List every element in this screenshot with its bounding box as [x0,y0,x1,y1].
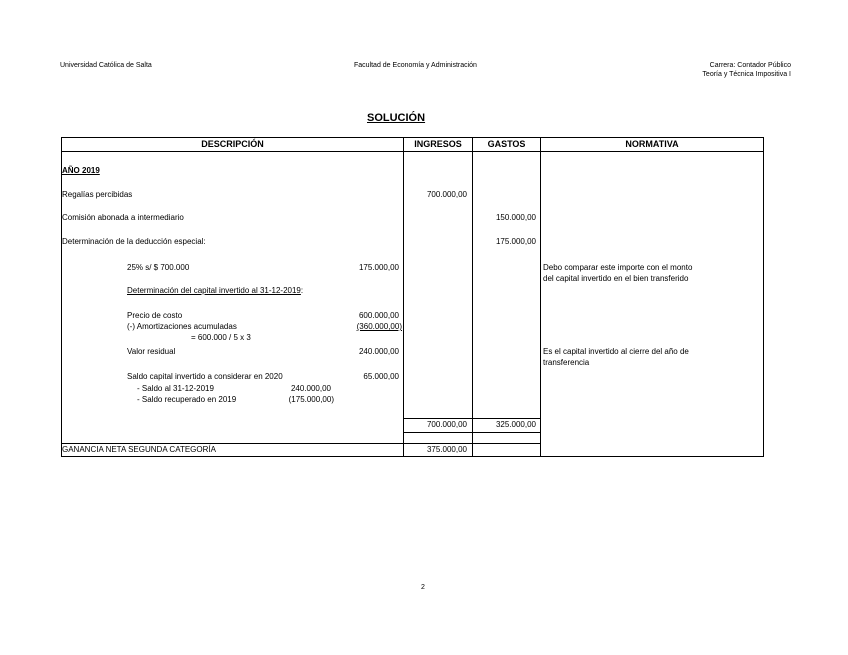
ganancia-ingresos: 375.000,00 [426,445,467,454]
ganancia-top-line [403,443,541,444]
capital-subtitle-text: Determinación del capital invertido al 31-12-2019 [127,286,301,295]
total-ingresos: 700.000,00 [426,420,467,429]
header-descripcion: DESCRIPCIÓN [201,139,264,149]
saldo-recuperado-label: - Saldo recuperado en 2019 [137,395,237,404]
header-career: Carrera: Contador Público [709,62,791,69]
table-col-sep-3 [540,137,541,457]
valor-residual-normativa-1: Es el capital invertido al cierre del año de [543,347,689,356]
header-ingresos: INGRESOS [414,139,462,149]
table-ganancia-top [61,443,403,444]
regalias-ingresos: 700.000,00 [426,190,467,199]
table-header-bottom [61,151,764,152]
totals-top-line [403,418,541,419]
total-gastos: 325.000,00 [495,420,536,429]
capital-subtitle-colon: : [300,286,304,295]
amortizaciones-calc: = 600.000 / 5 x 3 [191,333,251,342]
valor-residual-value: 240.000,00 [358,347,399,356]
amortizaciones-label: (-) Amortizaciones acumuladas [127,322,237,331]
table-border-bottom [61,456,764,457]
amortizaciones-value: (360.000,00) [356,322,402,331]
porcentaje-value: 175.000,00 [358,263,399,272]
capital-subtitle [127,286,303,295]
table-border-top [61,137,764,138]
header-gastos: GASTOS [487,139,526,149]
porcentaje-label: 25% s/ $ 700.000 [127,263,190,272]
header-university: Universidad Católica de Salta [60,62,152,69]
precio-costo-label: Precio de costo [127,311,183,320]
valor-residual-normativa-2: transferencia [543,358,590,367]
saldo-recuperado-value: (175.000,00) [288,395,334,404]
table-col-sep-2 [472,137,473,457]
table-border-right [763,137,764,457]
header-faculty: Facultad de Economía y Administración [354,62,477,69]
comision-gastos: 150.000,00 [495,213,536,222]
precio-costo-value: 600.000,00 [358,311,399,320]
valor-residual-label: Valor residual [127,347,176,356]
saldo-31-label: - Saldo al 31-12-2019 [137,384,214,393]
saldo-31-value: 240.000,00 [290,384,331,393]
year-label: AÑO 2019 [62,166,100,175]
porcentaje-normativa-2: del capital invertido en el bien transferido [543,274,689,283]
header-course: Teoría y Técnica Impositiva I [702,71,791,78]
ganancia-label: GANANCIA NETA SEGUNDA CATEGORÍA [62,445,216,454]
saldo-capital-label: Saldo capital invertido a considerar en 2020 [127,372,283,381]
deduccion-gastos: 175.000,00 [495,237,536,246]
table-border-left [61,137,62,457]
header-normativa: NORMATIVA [625,139,679,149]
table-col-sep-1 [403,137,404,457]
deduccion-label: Determinación de la deducción especial: [62,237,206,246]
page-number: 2 [421,584,425,591]
porcentaje-normativa-1: Debo comparar este importe con el monto [543,263,693,272]
saldo-capital-value: 65.000,00 [363,372,399,381]
comision-label: Comisión abonada a intermediario [62,213,184,222]
totals-bottom-line [403,432,541,433]
regalias-label: Regalías percibidas [62,190,133,199]
page-title: SOLUCIÓN [367,112,426,124]
